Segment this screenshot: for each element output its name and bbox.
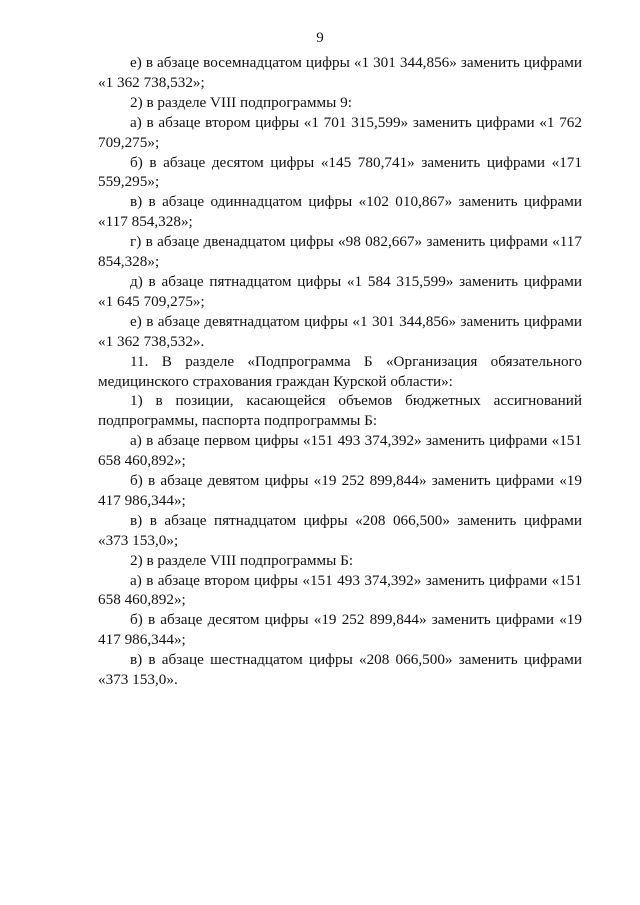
page-number: 9 [316,30,324,46]
paragraph: а) в абзаце втором цифры «151 493 374,392» заменить цифрами «151 658 460,892»; [98,571,582,609]
section-heading: 11. В разделе «Подпрограмма Б «Организация обязательного медицинского страхования граждан Курской области»: [98,352,582,390]
paragraph: 2) в разделе VIII подпрограммы Б: [130,551,354,569]
paragraph: в) в абзаце пятнадцатом цифры «208 066,500» заменить цифрами «373 153,0»; [98,511,582,549]
paragraph: 1) в позиции, касающейся объемов бюджетных ассигнований подпрограммы, паспорта подпрограммы Б: [98,392,582,430]
document-body [98,53,582,690]
paragraph: б) в абзаце десятом цифры «145 780,741» заменить цифрами «171 559,295»; [98,153,582,191]
paragraph: а) в абзаце втором цифры «1 701 315,599» заменить цифрами «1 762 709,275»; [98,113,582,151]
paragraph: е) в абзаце девятнадцатом цифры «1 301 344,856» заменить цифрами «1 362 738,532». [98,312,582,350]
paragraph: в) в абзаце одиннадцатом цифры «102 010,867» заменить цифрами «117 854,328»; [98,193,582,231]
paragraph: в) в абзаце шестнадцатом цифры «208 066,500» заменить цифрами «373 153,0». [98,651,582,689]
paragraph: б) в абзаце девятом цифры «19 252 899,844» заменить цифрами «19 417 986,344»; [98,472,582,509]
paragraph: 2) в разделе VIII подпрограммы 9: [130,93,352,111]
paragraph: б) в абзаце десятом цифры «19 252 899,844» заменить цифрами «19 417 986,344»; [98,611,582,649]
paragraph: а) в абзаце первом цифры «151 493 374,392» заменить цифрами «151 658 460,892»; [98,432,582,470]
paragraph: е) в абзаце восемнадцатом цифры «1 301 344,856» заменить цифрами «1 362 738,532»; [98,54,582,91]
paragraph: д) в абзаце пятнадцатом цифры «1 584 315,599» заменить цифрами «1 645 709,275»; [98,272,582,310]
paragraph: г) в абзаце двенадцатом цифры «98 082,667» заменить цифрами «117 854,328»; [98,233,582,271]
